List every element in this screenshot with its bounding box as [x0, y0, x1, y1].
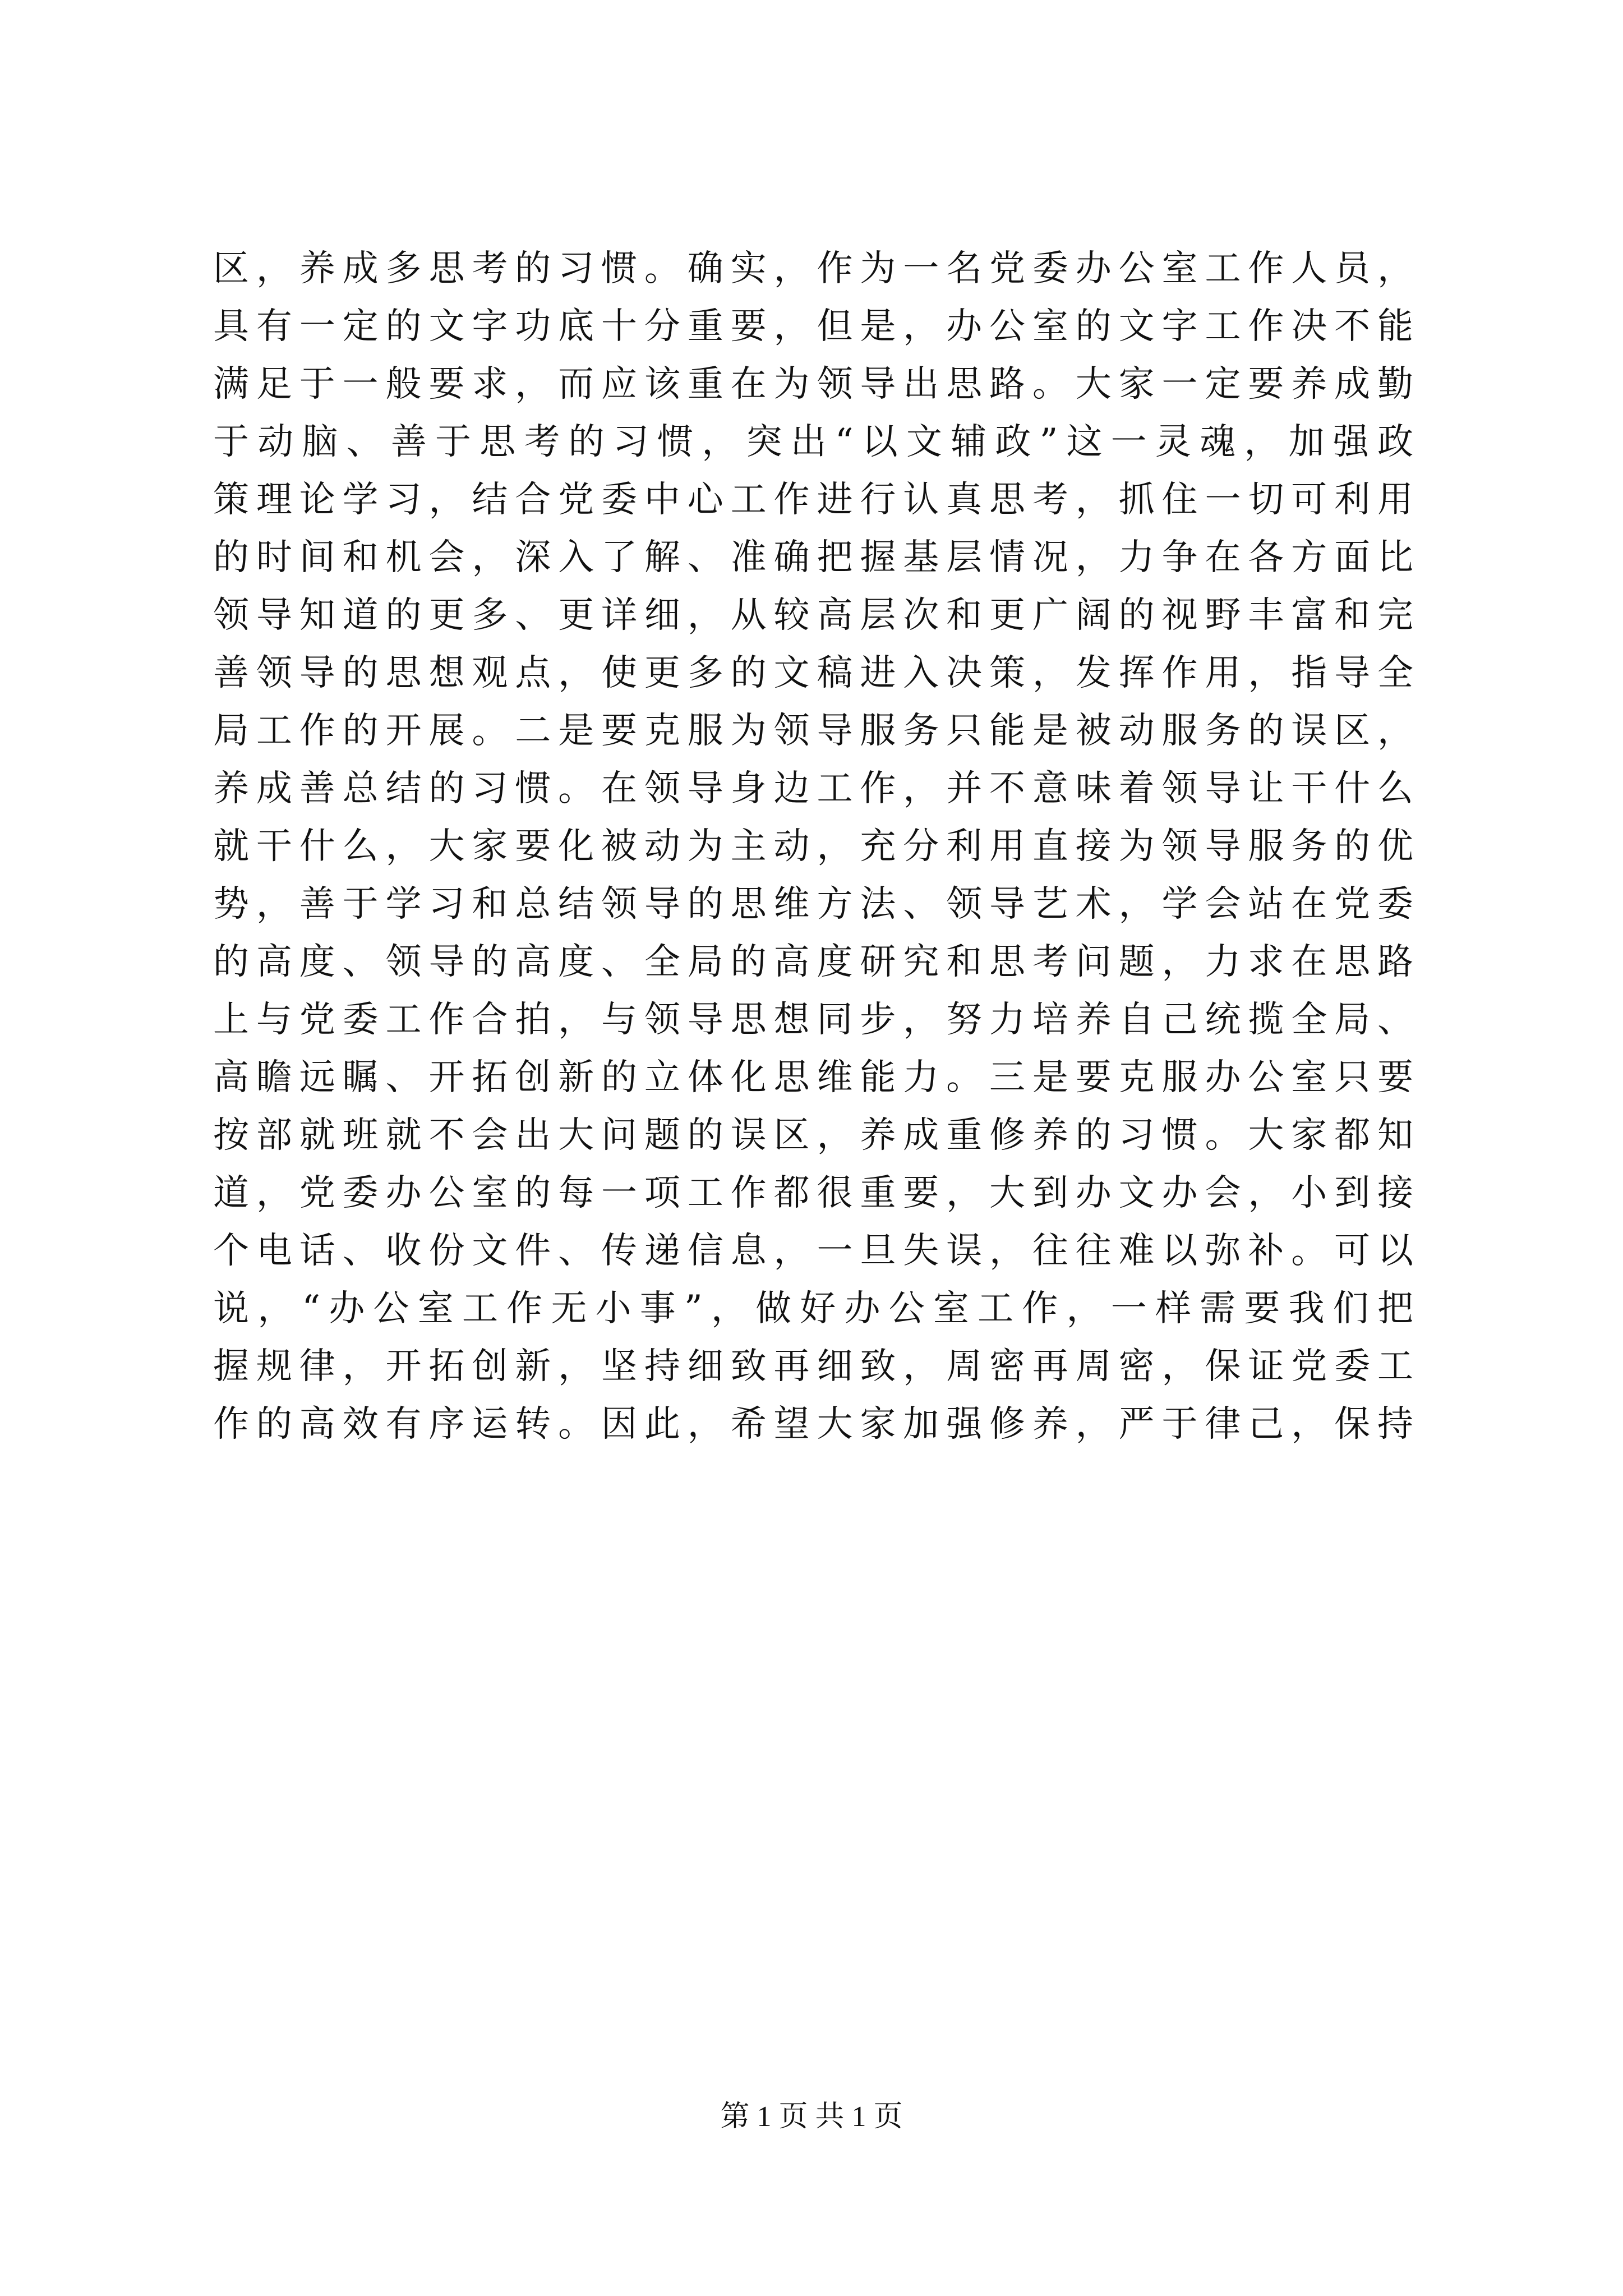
text-line: 善领导的思想观点，使更多的文稿进入决策，发挥作用，指导全 [213, 652, 1413, 694]
text-line: 就干什么，大家要化被动为主动，充分利用直接为领导服务的优 [213, 826, 1413, 867]
text-line: 上与党委工作合拍，与领导思想同步，努力培养自己统揽全局、 [213, 999, 1413, 1041]
text-line: 个电话、收份文件、传递信息，一旦失误，往往难以弥补。可以 [213, 1230, 1413, 1272]
text-line: 于动脑、善于思考的习惯，突出“以文辅政”这一灵魂，加强政 [213, 421, 1413, 463]
text-line: 说，“办公室工作无小事”，做好办公室工作，一样需要我们把 [213, 1288, 1413, 1329]
body-paragraph [213, 240, 1413, 1453]
text-line: 道，党委办公室的每一项工作都很重要，大到办文办会，小到接 [213, 1172, 1413, 1214]
text-line: 握规律，开拓创新，坚持细致再细致，周密再周密，保证党委工 [213, 1346, 1413, 1387]
text-line: 养成善总结的习惯。在领导身边工作，并不意味着领导让干什么 [213, 768, 1413, 809]
text-line: 满足于一般要求，而应该重在为领导出思路。大家一定要养成勤 [213, 364, 1413, 405]
text-line: 的高度、领导的高度、全局的高度研究和思考问题，力求在思路 [213, 941, 1413, 983]
page-footer: 第 1 页 共 1 页 [720, 2101, 903, 2133]
text-line: 高瞻远瞩、开拓创新的立体化思维能力。三是要克服办公室只要 [213, 1057, 1413, 1098]
text-line: 区，养成多思考的习惯。确实，作为一名党委办公室工作人员， [213, 248, 1413, 289]
text-line: 策理论学习，结合党委中心工作进行认真思考，抓住一切可利用 [213, 479, 1413, 521]
text-line: 具有一定的文字功底十分重要，但是，办公室的文字工作决不能 [213, 306, 1413, 347]
text-line: 领导知道的更多、更详细，从较高层次和更广阔的视野丰富和完 [213, 595, 1413, 636]
text-line: 按部就班就不会出大问题的误区，养成重修养的习惯。大家都知 [213, 1115, 1413, 1156]
text-line: 局工作的开展。二是要克服为领导服务只能是被动服务的误区， [213, 710, 1413, 752]
text-line: 的时间和机会，深入了解、准确把握基层情况，力争在各方面比 [213, 537, 1413, 578]
text-line: 势，善于学习和总结领导的思维方法、领导艺术，学会站在党委 [213, 884, 1413, 925]
text-line: 作的高效有序运转。因此，希望大家加强修养，严于律己，保持 [213, 1404, 1413, 1445]
